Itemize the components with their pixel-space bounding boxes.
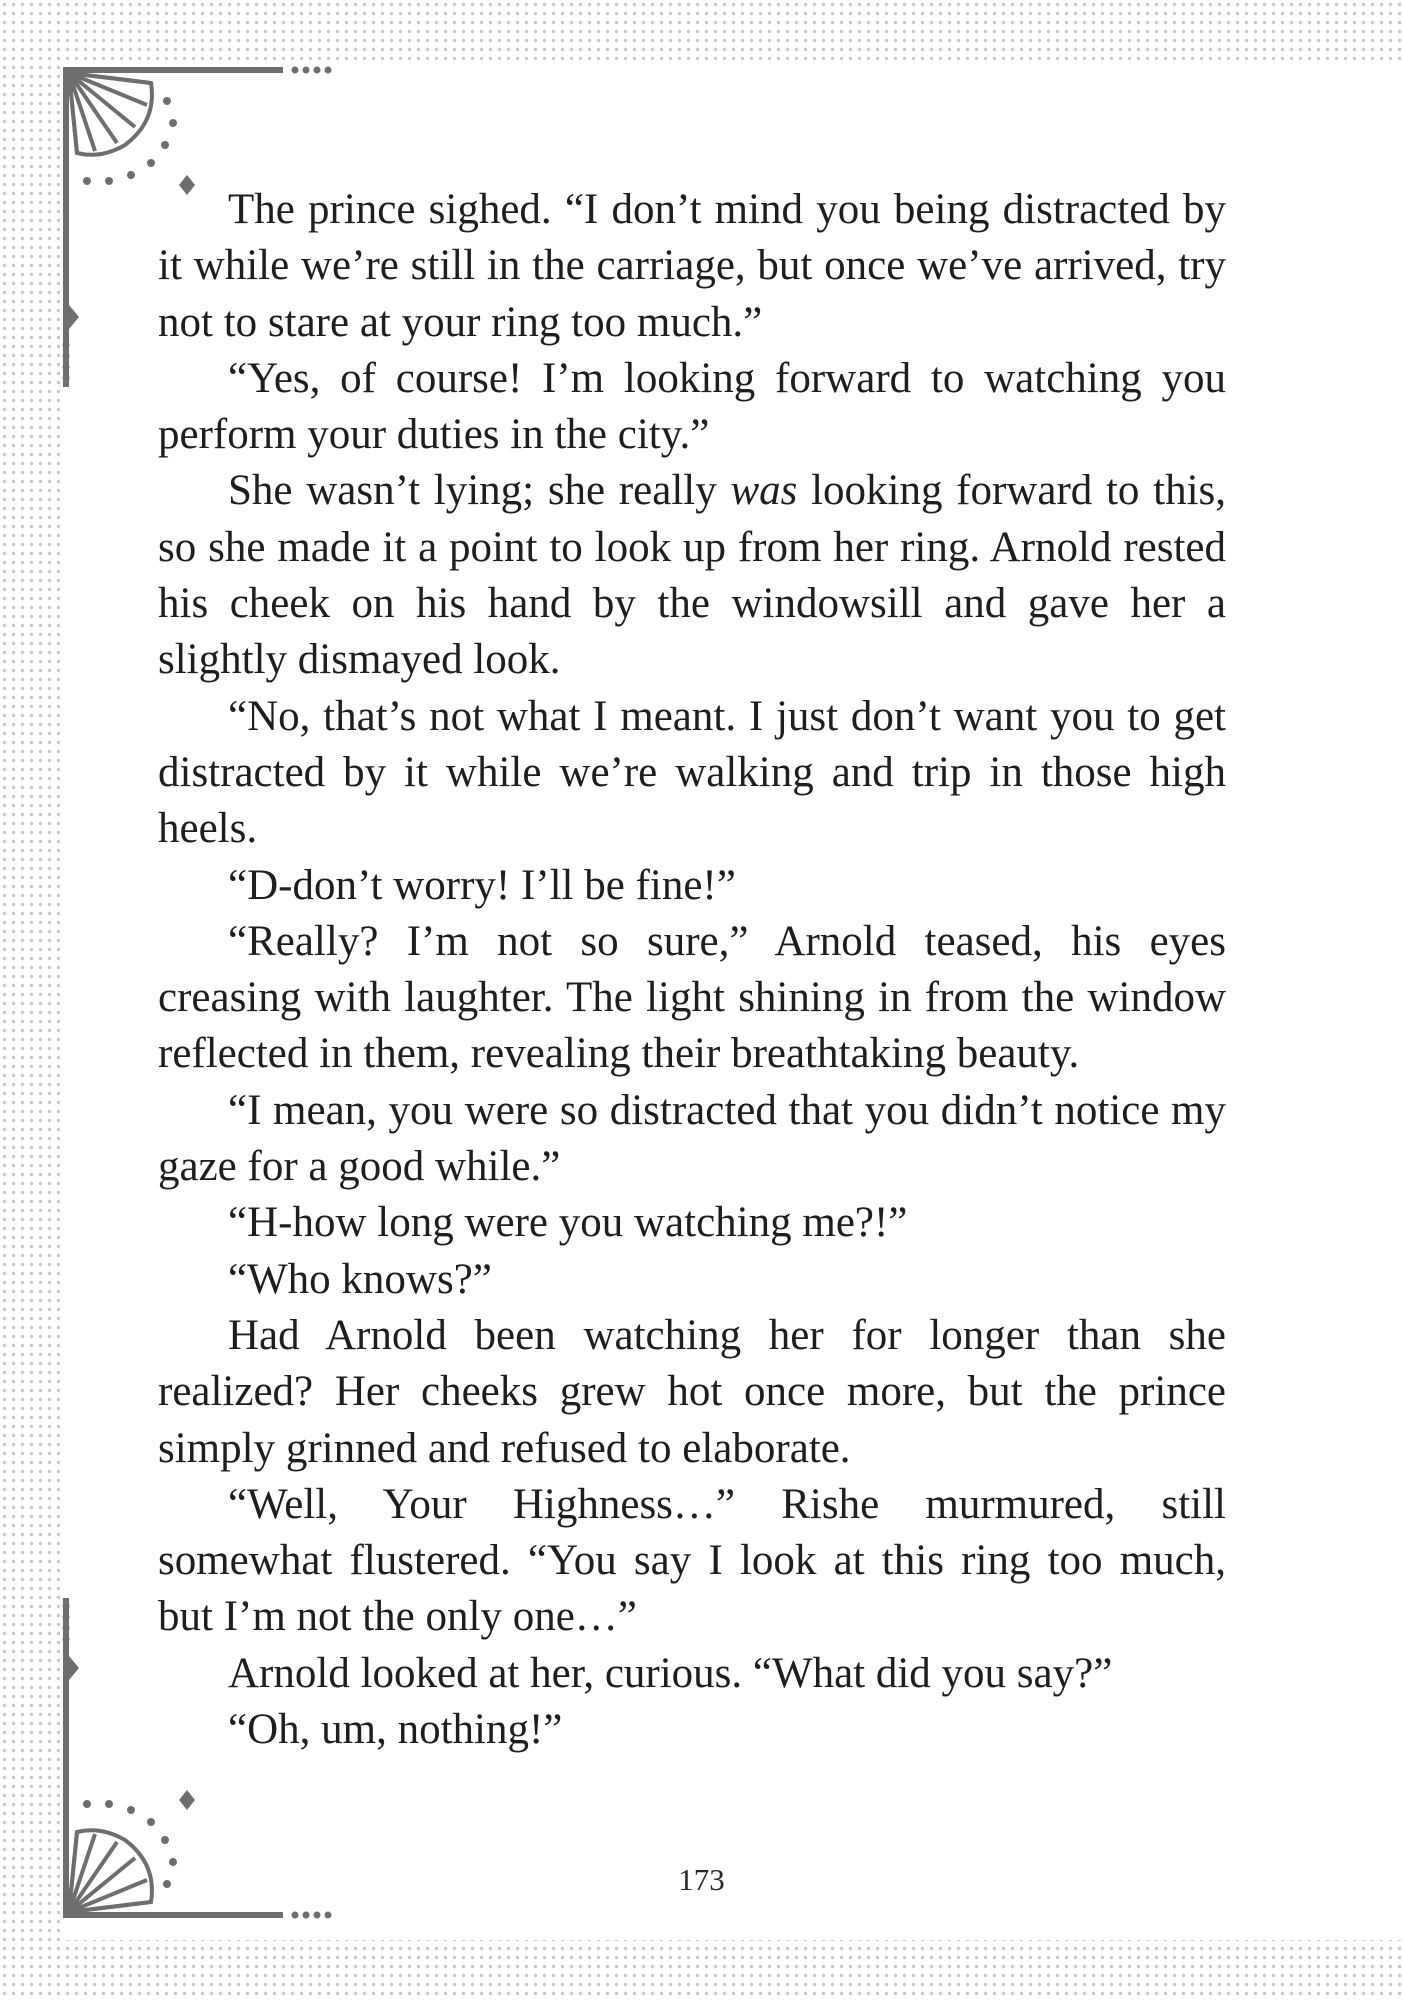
paragraph-9: “Who knows?”: [228, 1255, 492, 1303]
paragraph-3-emphasis: was: [730, 467, 798, 515]
paragraph-3-before: She wasn’t lying; she really: [228, 467, 731, 515]
paragraph-10: Had Arnold been watching her for longer than she realized? Her cheeks grew hot once more, but the prince simply grinned and refused to elaborate.: [158, 1311, 1226, 1472]
paragraph-13: “Oh, um, nothing!”: [228, 1706, 563, 1754]
paragraph-7: “I mean, you were so distracted that you didn’t notice my gaze for a good while.”: [158, 1086, 1226, 1191]
paragraph-2: “Yes, of course! I’m looking forward to watching you perform your duties in the city.”: [158, 354, 1226, 459]
paragraph-5: “D-don’t worry! I’ll be fine!”: [228, 861, 736, 909]
page-number: 173: [678, 1862, 725, 1897]
paragraph-6: “Really? I’m not so sure,” Arnold teased, his eyes creasing with laughter. The light shining in from the window reflected in them, revealing their breathtaking beauty.: [158, 917, 1226, 1078]
paragraph-11: “Well, Your Highness…” Rishe murmured, still somewhat flustered. “You say I look at this ring too much, but I’m not the only one…”: [158, 1480, 1226, 1641]
paragraph-8: “H-how long were you watching me?!”: [228, 1199, 908, 1247]
paragraph-3-after: looking forward to this, so she made it a point to look up from her ring. Arnold rested his cheek on his hand by the windowsill and gave her a slightly dismayed look.: [158, 467, 1226, 684]
paragraph-4: “No, that’s not what I meant. I just don’t want you to get distracted by it while we’re walking and trip in those high heels.: [158, 692, 1226, 853]
body-text: [158, 182, 1226, 1758]
paragraph-3: [158, 463, 1226, 688]
paragraph-1: The prince sighed. “I don’t mind you being distracted by it while we’re still in the carriage, but once we’ve arrived, try not to stare at your ring too much.”: [158, 186, 1226, 346]
paragraph-12: Arnold looked at her, curious. “What did you say?”: [228, 1649, 1113, 1697]
